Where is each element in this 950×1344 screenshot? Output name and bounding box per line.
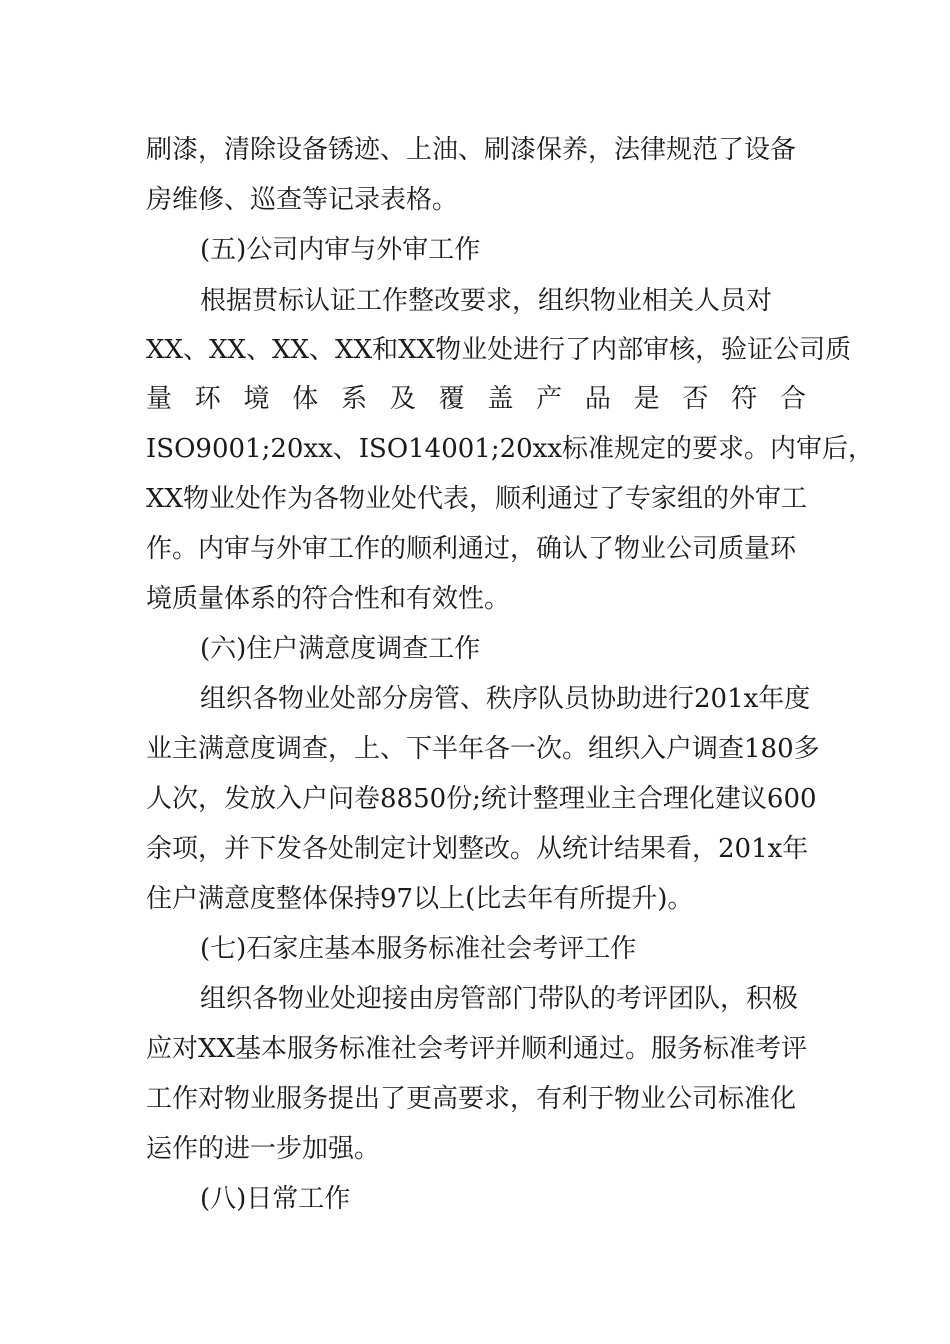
char: 盖 — [487, 384, 514, 414]
char: 合 — [779, 384, 806, 414]
body-text-line: 作。内审与外审工作的顺利通过，确认了物业公司质量环 — [146, 534, 797, 564]
body-text-line: 刷漆，清除设备锈迹、上油、刷漆保养，法律规范了设备 — [146, 135, 797, 165]
body-text-line: 组织各物业处部分房管、秩序队员协助进行201x年度 — [200, 684, 811, 714]
char: 否 — [682, 384, 709, 414]
body-text-line: 应对XX基本服务标准社会考评并顺利通过。服务标准考评 — [146, 1034, 808, 1064]
section-heading-8: (八)日常工作 — [200, 1184, 351, 1214]
body-text-line: XX、XX、XX、XX和XX物业处进行了内部审核，验证公司质 — [146, 335, 852, 365]
body-text-line: 人次，发放入户问卷8850份;统计整理业主合理化建议600 — [146, 784, 817, 814]
body-text-line: 根据贯标认证工作整改要求，组织物业相关人员对 — [200, 286, 773, 316]
body-text-line: 境质量体系的符合性和有效性。 — [146, 584, 511, 614]
char: 环 — [194, 384, 221, 414]
char: 符 — [731, 384, 758, 414]
body-text-line-spread — [146, 382, 806, 416]
body-text-line: 运作的进一步加强。 — [146, 1134, 381, 1164]
char: 系 — [341, 384, 368, 414]
section-heading-5: (五)公司内审与外审工作 — [200, 235, 481, 265]
char: 品 — [584, 384, 611, 414]
char: 产 — [536, 384, 563, 414]
char: 及 — [389, 384, 416, 414]
body-text-line: 工作对物业服务提出了更高要求，有利于物业公司标准化 — [146, 1084, 797, 1114]
char: 量 — [146, 384, 173, 414]
body-text-line: 组织各物业处迎接由房管部门带队的考评团队，积极 — [200, 984, 799, 1014]
section-heading-6: (六)住户满意度调查工作 — [200, 634, 481, 664]
section-heading-7: (七)石家庄基本服务标准社会考评工作 — [200, 934, 637, 964]
body-text-line: 住户满意度整体保持97以上(比去年有所提升)。 — [146, 884, 694, 914]
body-text-line: XX物业处作为各物业处代表，顺利通过了专家组的外审工 — [146, 484, 808, 514]
char: 境 — [243, 384, 270, 414]
body-text-line: 房维修、巡查等记录表格。 — [146, 185, 459, 215]
char: 是 — [633, 384, 660, 414]
char: 体 — [292, 384, 319, 414]
body-text-line: ISO9001;20xx、ISO14001;20xx标准规定的要求。内审后， — [146, 434, 875, 464]
char: 覆 — [438, 384, 465, 414]
body-text-line: 余项，并下发各处制定计划整改。从统计结果看，201x年 — [146, 834, 809, 864]
body-text-line: 业主满意度调查，上、下半年各一次。组织入户调查180多 — [146, 734, 820, 764]
